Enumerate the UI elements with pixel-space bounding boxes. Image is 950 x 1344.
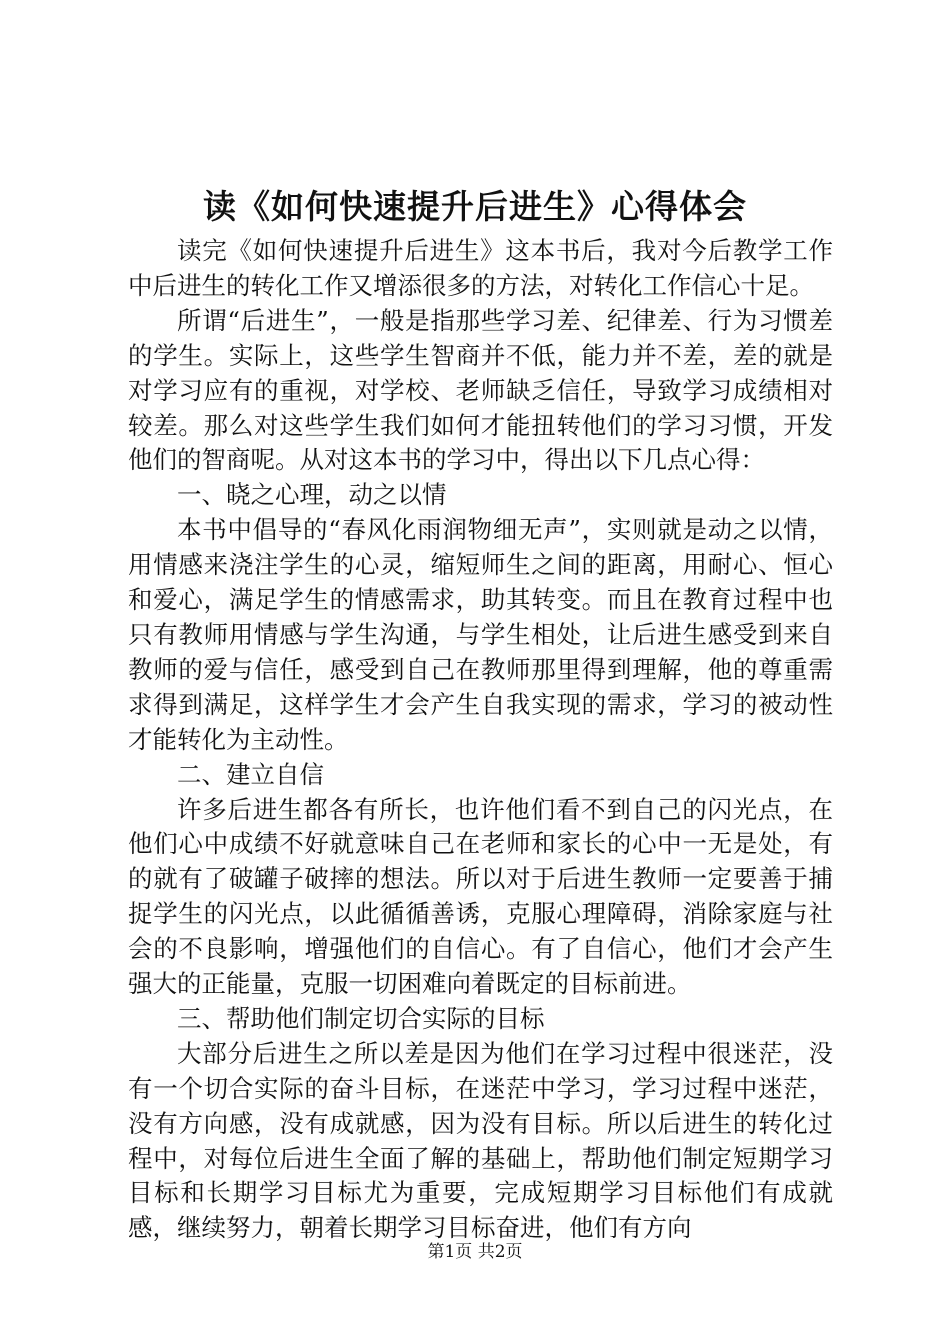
paragraph-section-3: 大部分后进生之所以差是因为他们在学习过程中很迷茫，没有一个切合实际的奋斗目标，在迷茫中学习，学习过程中迷茫，没有方向感，没有成就感，因为没有目标。所以后进生的转化过程中，对每位后进生全面了解的基础上，帮助他们制定短期学习目标和长期学习目标尤为重要，完成短期学习目标他们有成就感，继续努力，朝着长期学习目标奋进，他们有方向 — [128, 1038, 833, 1243]
paragraph-section-1: 本书中倡导的“春风化雨润物细无声”，实则就是动之以情，用情感来浇注学生的心灵，缩短师生之间的距离，用耐心、恒心和爱心，满足学生的情感需求，助其转变。而且在教育过程中也只有教师用情感与学生沟通，与学生相处，让后进生感受到来自教师的爱与信任，感受到自己在教师那里得到理解，他的尊重需求得到满足，这样学生才会产生自我实现的需求，学习的被动性才能转化为主动性。 — [128, 515, 833, 754]
document-title: 读《如何快速提升后进生》心得体会 — [203, 187, 747, 226]
section-heading-3: 三、帮助他们制定切合实际的目标 — [177, 1003, 545, 1033]
section-heading-2: 二、建立自信 — [177, 759, 324, 789]
document-body — [128, 234, 833, 1246]
page-number-footer: 第1页 共2页 — [427, 1242, 523, 1262]
paragraph-section-2: 许多后进生都各有所长，也许他们看不到自己的闪光点，在他们心中成绩不好就意味自己在老师和家长的心中一无是处，有的就有了破罐子破摔的想法。所以对于后进生教师一定要善于捕捉学生的闪光点，以此循循善诱，克服心理障碍，消除家庭与社会的不良影响，增强他们的自信心。有了自信心，他们才会产生强大的正能量，克服一切困难向着既定的目标前进。 — [128, 794, 833, 999]
paragraph-definition: 所谓“后进生”，一般是指那些学习差、纪律差、行为习惯差的学生。实际上，这些学生智商并不低，能力并不差，差的就是对学习应有的重视，对学校、老师缺乏信任，导致学习成绩相对较差。那么对这些学生我们如何才能扭转他们的学习习惯，开发他们的智商呢。从对这本书的学习中，得出以下几点心得： — [128, 305, 833, 475]
section-heading-1: 一、晓之心理，动之以情 — [177, 480, 447, 510]
paragraph-intro: 读完《如何快速提升后进生》这本书后，我对今后教学工作中后进生的转化工作又增添很多的方法，对转化工作信心十足。 — [128, 236, 833, 300]
